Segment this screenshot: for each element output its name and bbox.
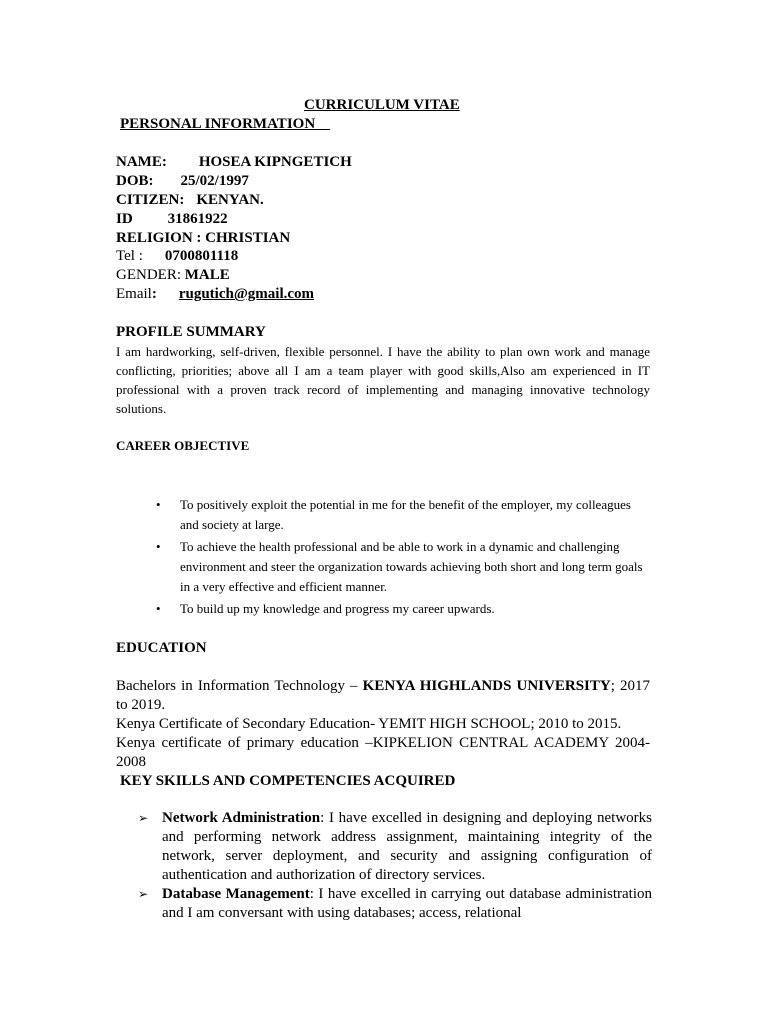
list-item-text: To build up my knowledge and progress my career upwards. xyxy=(180,601,495,616)
email-label: Email xyxy=(116,286,152,302)
list-item xyxy=(136,885,652,923)
email-colon: : xyxy=(151,286,157,302)
citizen-label: CITIZEN: xyxy=(116,192,185,208)
skill-text: : I have excelled in designing and deploying networks and performing network address assignment, maintaining integrity of the network, server deployment, and security and assigning configuration of authentication and authorization of directory services. xyxy=(162,810,652,883)
dob-value: 25/02/1997 xyxy=(180,173,249,189)
citizen-value: KENYAN. xyxy=(196,192,264,208)
profile-summary-text: I am hardworking, self-driven, flexible personnel. I have the ability to plan own work and manage conflicting, priorities; above all I am a team player with good skills,Also am experienced in IT professional with a proven track record of implementing and managing innovative technology solutions. xyxy=(116,344,650,416)
skill-title: Network Administration xyxy=(162,810,321,826)
document-title: CURRICULUM VITAE xyxy=(304,97,460,113)
education-degree xyxy=(116,677,650,715)
religion-row: RELIGION : CHRISTIAN xyxy=(116,230,291,246)
id-label: ID xyxy=(116,211,133,227)
gender-row xyxy=(116,266,230,285)
list-item xyxy=(152,495,652,535)
tel-label: Tel : xyxy=(116,248,143,264)
dob-label: DOB: xyxy=(116,173,154,189)
name-label: NAME: xyxy=(116,154,167,170)
list-item-text: To achieve the health professional and be able to work in a dynamic and challenging environment and steer the organization towards achieving both short and long term goals in a very effective and efficient manner. xyxy=(180,539,643,594)
id-value: 31861922 xyxy=(167,211,228,227)
education-primary: Kenya certificate of primary education –KIPKELION CENTRAL ACADEMY 2004-2008 xyxy=(116,735,650,770)
gender-value: MALE xyxy=(184,267,230,283)
gender-label: GENDER: xyxy=(116,267,181,283)
degree-text: Bachelors in Information Technology – xyxy=(116,678,363,694)
email-row xyxy=(116,285,314,304)
arrow-bullet-icon: ➢ xyxy=(138,887,149,901)
tel-row xyxy=(116,247,238,266)
skill-text: : I have excelled in carrying out database administration and I am conversant with using databases; access, relational xyxy=(162,886,652,921)
profile-summary-heading: PROFILE SUMMARY xyxy=(116,324,266,340)
degree-school: KENYA HIGHLANDS UNIVERSITY xyxy=(362,678,611,694)
id-row xyxy=(116,210,228,229)
list-item-text: To positively exploit the potential in me for the benefit of the employer, my colleagues and society at large. xyxy=(180,497,631,532)
list-item xyxy=(136,809,652,885)
name-row xyxy=(116,153,352,172)
name-value: HOSEA KIPNGETICH xyxy=(198,154,352,170)
list-item xyxy=(152,537,652,597)
email-value[interactable]: rugutich@gmail.com xyxy=(178,286,315,302)
citizen-row xyxy=(116,191,264,210)
list-item xyxy=(152,599,652,619)
bullet-icon: • xyxy=(156,497,161,512)
personal-info-heading-text: PERSONAL INFORMATION xyxy=(120,116,316,132)
key-skills-list xyxy=(136,809,652,923)
bullet-icon: • xyxy=(156,601,161,616)
skill-title: Database Management xyxy=(162,886,310,902)
personal-info-heading xyxy=(120,115,330,134)
education-secondary: Kenya Certificate of Secondary Education- YEMIT HIGH SCHOOL; 2010 to 2015. xyxy=(116,716,622,732)
key-skills-heading: KEY SKILLS AND COMPETENCIES ACQUIRED xyxy=(120,773,456,789)
bullet-icon: • xyxy=(156,539,161,554)
career-objective-list xyxy=(152,495,652,621)
education-heading: EDUCATION xyxy=(116,640,207,656)
arrow-bullet-icon: ➢ xyxy=(138,811,149,825)
dob-row xyxy=(116,172,249,191)
degree-years: ; 2017 to 2019. xyxy=(116,678,650,713)
tel-value: 0700801118 xyxy=(164,248,239,264)
career-objective-heading: CAREER OBJECTIVE xyxy=(116,438,250,453)
